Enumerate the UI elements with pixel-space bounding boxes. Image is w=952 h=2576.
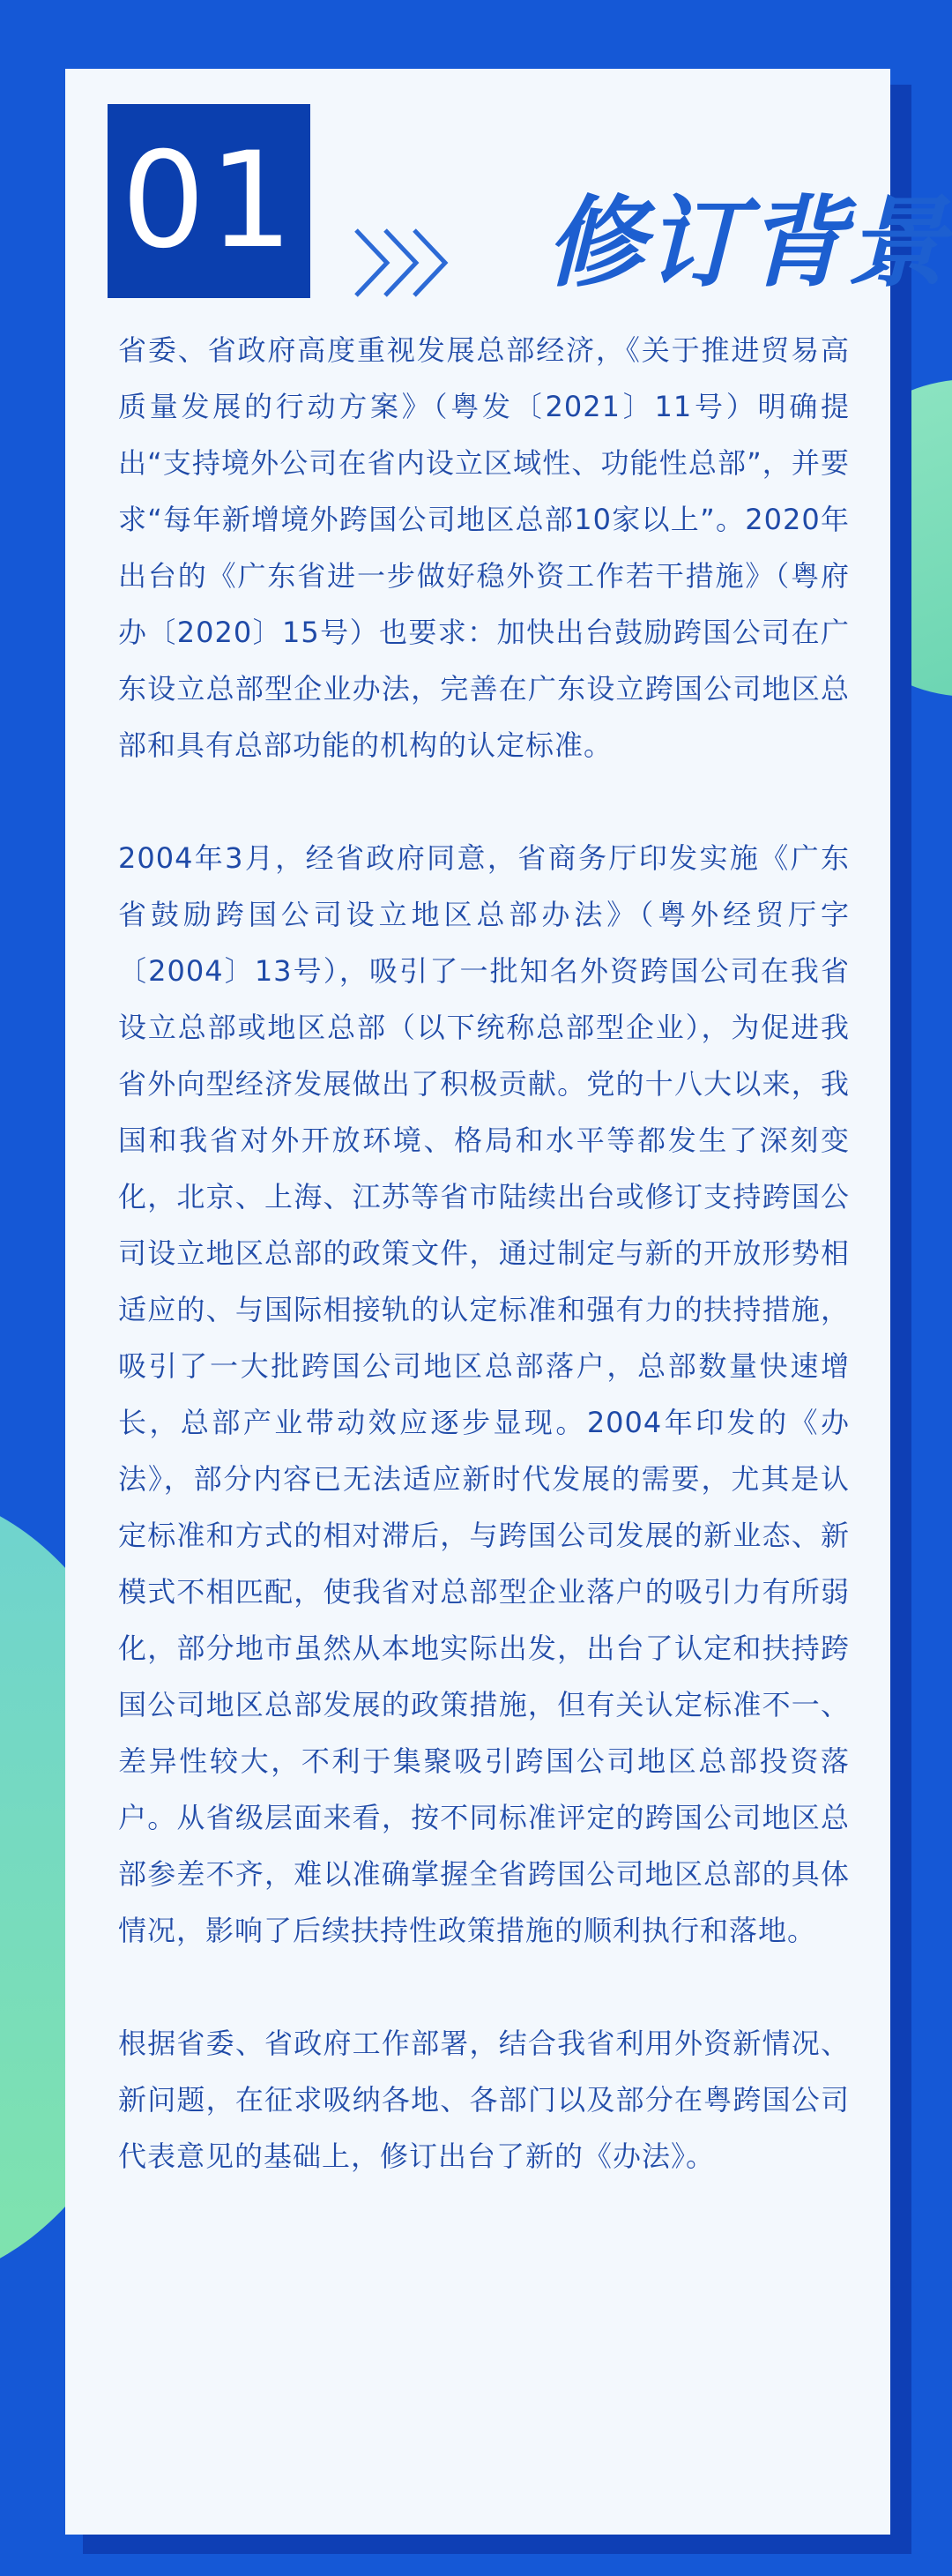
- paragraph-2: 2004年3月，经省政府同意，省商务厅印发实施《广东省鼓励跨国公司设立地区总部办法》（粤外经贸厅字〔2004〕13号），吸引了一批知名外资跨国公司在我省设立总部或地区总部（以下统称总部型企业），为促进我省外向型经济发展做出了积极贡献。党的十八大以来，我国和我省对外开放环境、格局和水平等都发生了深刻变化，北京、上海、江苏等省市陆续出台或修订支持跨国公司设立地区总部的政策文件，通过制定与新的开放形势相适应的、与国际相接轨的认定标准和强有力的扶持措施，吸引了一大批跨国公司地区总部落户，总部数量快速增长，总部产业带动效应逐步显现。2004年印发的《办法》，部分内容已无法适应新时代发展的需要，尤其是认定标准和方式的相对滞后，与跨国公司发展的新业态、新模式不相匹配，使我省对总部型企业落户的吸引力有所弱化，部分地市虽然从本地实际出发，出台了认定和扶持跨国公司地区总部发展的政策措施，但有关认定标准不一、差异性较大，不利于集聚吸引跨国公司地区总部投资落户。从省级层面来看，按不同标准评定的跨国公司地区总部参差不齐，难以准确掌握全省跨国公司地区总部的具体情况，影响了后续扶持性政策措施的顺利执行和落地。: [118, 841, 850, 1947]
- triple-chevron-right-icon: [352, 223, 453, 302]
- section-number-box: [108, 104, 310, 298]
- paragraph-1: 省委、省政府高度重视发展总部经济，《关于推进贸易高质量发展的行动方案》（粤发〔2021〕11号）明确提出“支持境外公司在省内设立区域性、功能性总部”，并要求“每年新增境外跨国公司地区总部10家以上”。2020年出台的《广东省进一步做好稳外资工作若干措施》（粤府办〔2020〕15号）也要求：加快出台鼓励跨国公司在广东设立总部型企业办法，完善在广东设立跨国公司地区总部和具有总部功能的机构的认定标准。: [118, 333, 850, 762]
- section-number: 01: [121, 124, 297, 278]
- paragraph-3: 根据省委、省政府工作部署，结合我省利用外资新情况、新问题，在征求吸纳各地、各部门以及部分在粤跨国公司代表意见的基础上，修订出台了新的《办法》。: [118, 2027, 850, 2173]
- section-title: 修订背景: [546, 186, 948, 301]
- body-text: [118, 322, 850, 2184]
